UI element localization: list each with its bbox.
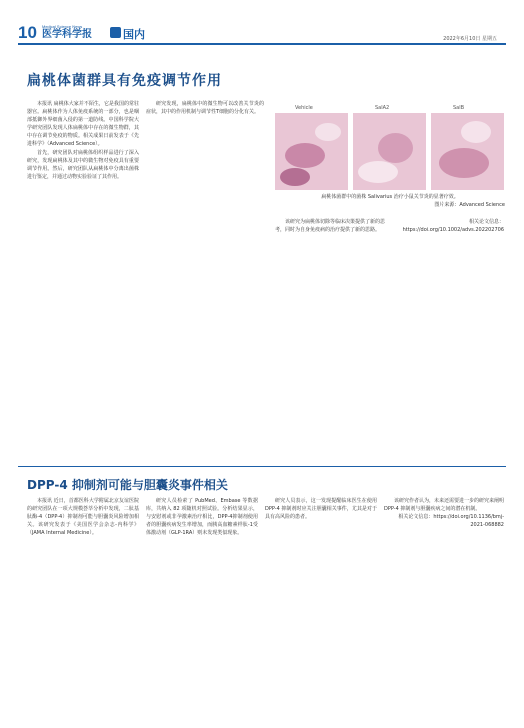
figure-label-vehicle: Vehicle [295,105,313,111]
article2-paragraph: 研究人员检索了 PubMed、Embase 等数据库，共纳入 82 项随机对照试验。分析结果显示，与安慰剂或非孕激素治疗相比，DPP-4抑制剂使用者的胆囊疾病发生率增加，而胰高血糖素样肽-1受体激动剂（GLP-1RA）则未发现类似现象。 [146,498,258,537]
brand-english: Medical Science News [42,24,83,29]
histology-image-salb [431,113,504,190]
article-separator [18,466,506,467]
figure [275,105,505,212]
issue-date: 2022年6月10日 星期五 [443,36,497,42]
histology-image-vehicle [275,113,348,190]
section-name: 国内 [123,28,145,41]
article2-column-4 [384,497,504,719]
brand-logo [42,24,108,40]
article1-paragraph: 研究发现，扁桃体中的微生物可以改善关节炎的症状，其中的作用机制与调节性T细胞的分化有关。 [146,101,264,116]
article2-paragraph: 本报讯 近日，首都医科大学附属北京友谊医院的研究团队在一项大规模荟萃分析中发现，二肽基肽酶-4（DPP-4）抑制剂可能与胆囊炎风险增加相关。该研究发表于《美国医学会杂志-内科学》（JAMA Internal Medicine）。 [27,498,139,537]
figure-label-salb: SalB [453,105,465,111]
article2-paragraph: 研究人员表示，这一发现提醒临床医生在使用 DPP-4 抑制剂时应关注胆囊相关事件，尤其是对于具有高风险的患者。 [265,498,377,521]
article1-source-note: 相关论文信息：https://doi.org/10.1002/advs.202202706 [402,219,504,234]
brand-chinese: 医学科学报 [42,29,92,40]
article2-paragraph: 该研究作者认为，未来还需要进一步的研究来阐明 DPP-4 抑制剂与胆囊疾病之间的潜在机制。 [384,498,504,513]
figure-credit: 图片来源：Advanced Science [434,202,505,208]
article1-paragraph: 本报讯 扁桃体大家并不陌生，它是我国的常驻器官。扁桃体作为人体免疫系统的一部分，也是咽部抵御外界细菌入侵的第一道防线。中国科学院大学研究团队发现人体扁桃体中存在的微生物群，其中存在调节免疫的物质。相关成果日前发表于《先进科学》（Advanced Science）。 [27,101,139,148]
article1-title: 扁桃体菌群具有免疫调节作用 [27,73,222,89]
article2-source-note: 相关论文信息：https://doi.org/10.1136/bmj-2021-068882 [398,514,504,529]
figure-caption [275,193,505,209]
article2-column-2 [146,497,258,719]
figure-label-sala2: SalA2 [375,105,390,111]
article1-column-2 [146,100,264,455]
article2-title: DPP-4 抑制剂可能与胆囊炎事件相关 [27,478,228,492]
article2-column-3 [265,497,377,719]
section-icon [110,27,121,38]
header-rule [18,43,506,45]
histology-image-sala2 [353,113,426,190]
article2-column-1 [27,497,139,719]
article1-column-1 [27,100,139,455]
article1-paragraph: 该研究为扁桃体切除等临床决策提供了新的思考，同时为自身免疫病的治疗提供了新的思路。 [275,219,385,234]
page-header [0,0,524,44]
article1-paragraph: 首先，研究团队对扁桃体组织样品进行了深入研究，发现扁桃体及其中的微生物对免疫具有重要调节作用。然后，研究团队从扁桃体中分离出菌株进行鉴定，并通过动物实验验证了其作用。 [27,149,139,180]
figure-caption-text: 扁桃体菌群中的菌株 Salivarius 治疗小鼠关节炎的显著疗效。 [321,194,459,200]
page-number: 10 [18,23,37,42]
article1-column-3 [275,218,385,455]
article1-column-4 [392,218,504,455]
